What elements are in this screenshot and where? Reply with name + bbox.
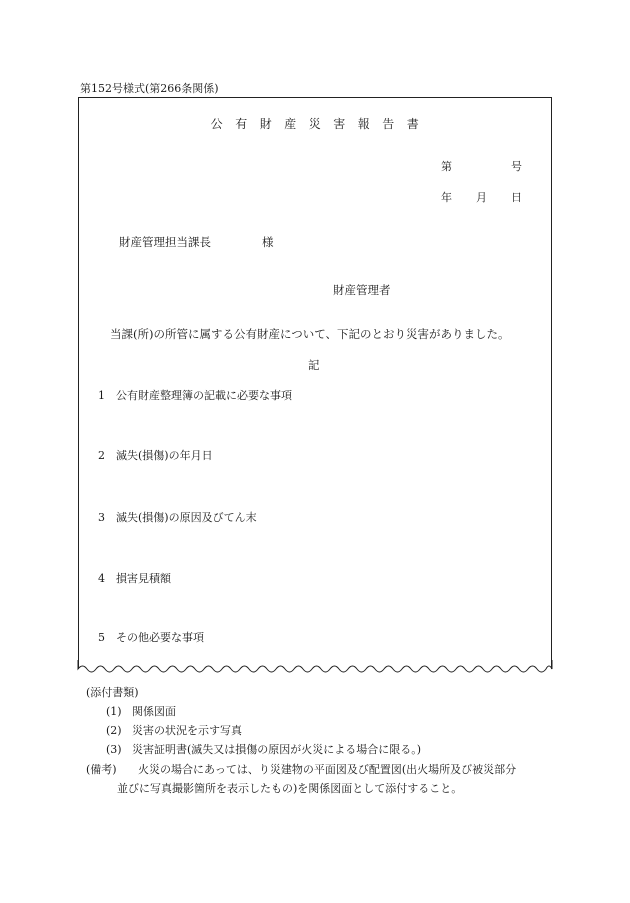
item-label: 公有財産整理簿の記載に必要な事項 (116, 389, 292, 402)
attachment-number: (2) (106, 724, 122, 737)
attachment-number: (3) (106, 743, 122, 756)
attachment-text: 災害の状況を示す写真 (132, 724, 242, 737)
ki-heading: 記 (308, 358, 320, 372)
title-char: 財 (259, 117, 273, 131)
form-number: 第152号様式(第266条関係) (80, 82, 219, 95)
torn-edge (76, 660, 554, 678)
remarks-heading: (備考) (86, 763, 117, 776)
title-char: 害 (333, 117, 346, 131)
remarks-text-line2: 並びに写真撮影箇所を表示したもの)を関係図面として添付すること。 (117, 782, 463, 795)
item-label: 滅失(損傷)の原因及びてん末 (116, 511, 257, 524)
item-number: 3 (98, 511, 105, 524)
date-year-label: 年 (441, 191, 452, 204)
title-char: 産 (284, 117, 297, 131)
document-title (78, 118, 552, 130)
attachment-text: 関係図面 (132, 705, 176, 718)
item-label: その他必要な事項 (116, 631, 204, 644)
sender-title: 財産管理者 (333, 283, 391, 297)
attachment-number: (1) (106, 705, 122, 718)
attachment-text: 災害証明書(滅失又は損傷の原因が火災による場合に限る。) (132, 743, 422, 756)
body-text: 当課(所)の所管に属する公有財産について、下記のとおり災害がありました。 (110, 327, 510, 341)
title-char: 災 (308, 117, 322, 131)
title-char: 報 (357, 117, 371, 131)
document-number-suffix: 号 (511, 160, 522, 173)
title-char: 書 (406, 117, 420, 131)
item-label: 滅失(損傷)の年月日 (116, 449, 213, 462)
item-number: 4 (98, 572, 105, 585)
document-number-prefix: 第 (441, 160, 452, 173)
date-month-label: 月 (476, 191, 487, 204)
attachments-heading: (添付書類) (86, 686, 139, 699)
item-number: 1 (98, 389, 105, 402)
item-number: 2 (98, 449, 105, 462)
addressee-honorific: 様 (262, 235, 274, 249)
remarks-text-line1: 火災の場合にあっては、り災建物の平面図及び配置図(出火場所及び被災部分 (138, 763, 517, 776)
title-char: 有 (235, 117, 248, 131)
title-char: 告 (382, 117, 395, 131)
date-day-label: 日 (511, 191, 522, 204)
addressee-name: 財産管理担当課長 (119, 235, 211, 249)
item-label: 損害見積額 (116, 572, 171, 585)
item-number: 5 (98, 631, 105, 644)
title-char: 公 (210, 117, 224, 131)
